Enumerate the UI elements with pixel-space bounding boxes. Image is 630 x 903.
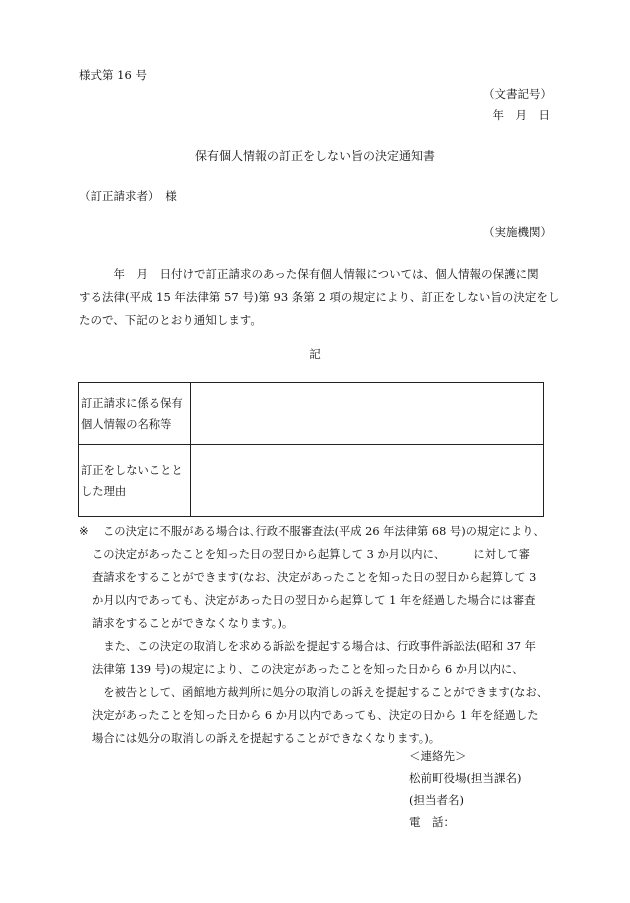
label-line: した理由 (81, 484, 127, 498)
contact-block (409, 745, 521, 833)
note-line: を被告として、函館地方裁判所に処分の取消しの訴えを提起することができます(なお、 (92, 686, 549, 699)
table-value-cell[interactable] (191, 383, 544, 445)
note-line: 決定があったことを知った日から 6 か月以内であっても、決定の日から 1 年を経過した (92, 709, 539, 722)
document-number: （文書記号） (483, 87, 552, 101)
body-line: する法律(平成 15 年法律第 57 号)第 93 条第 2 項の規定により、訂正をしない旨の決定をし (79, 290, 560, 304)
ki-heading: 記 (309, 347, 321, 361)
issue-date: 年 月 日 (492, 108, 550, 122)
note-mark: ※ (79, 524, 89, 538)
note-line: 法律第 139 号)の規定により、この決定があったことを知った日から 6 か月以内に、 (92, 663, 524, 676)
body-paragraph (79, 263, 559, 332)
note-line: また、この決定の取消しを求める訴訟を提起する場合は、行政事件訴訟法(昭和 37 年 (92, 640, 536, 653)
contact-header: ＜連絡先＞ (409, 749, 467, 763)
note-line: この決定があったことを知った日の翌日から起算して 3 か月以内に、 に対して審 (92, 548, 530, 561)
addressee: （訂正請求者） 様 (79, 189, 177, 203)
document-title: 保有個人情報の訂正をしない旨の決定通知書 (194, 149, 435, 163)
contact-person: (担当者名) (409, 793, 464, 807)
form-number: 様式第 16 号 (79, 68, 147, 82)
note-line: 請求をすることができなくなります。)。 (92, 617, 294, 630)
label-line: 訂正をしないことと (81, 463, 183, 477)
record-table (78, 382, 544, 517)
note-line: 場合には処分の取消しの訴えを提起することができなくなります。)。 (92, 732, 441, 745)
contact-phone: 電 話： (409, 815, 455, 829)
table-row (79, 383, 544, 445)
table-value-cell[interactable] (191, 445, 544, 517)
note-line: この決定に不服がある場合は､行政不服審査法(平成 26 年法律第 68 号)の規定により、 (103, 525, 545, 538)
issuing-agency: （実施機関） (483, 225, 552, 239)
body-line: たので、下記のとおり通知します。 (79, 313, 262, 327)
note-line: 査請求をすることができます(なお、決定があったことを知った日の翌日から起算して 3 (92, 571, 537, 584)
note-paragraph (92, 520, 548, 750)
label-line: 訂正請求に係る保有 (81, 396, 183, 410)
label-line: 個人情報の名称等 (81, 417, 172, 431)
contact-office: 松前町役場(担当課名) (409, 771, 522, 785)
note-line: か月以内であっても、決定があった日の翌日から起算して 1 年を経過した場合には審査 (92, 594, 536, 607)
table-label-cell (79, 383, 191, 445)
table-row (79, 445, 544, 517)
table-label-cell (79, 445, 191, 517)
body-line: 年 月 日付けで訂正請求のあった保有個人情報については、個人情報の保護に関 (79, 267, 539, 281)
